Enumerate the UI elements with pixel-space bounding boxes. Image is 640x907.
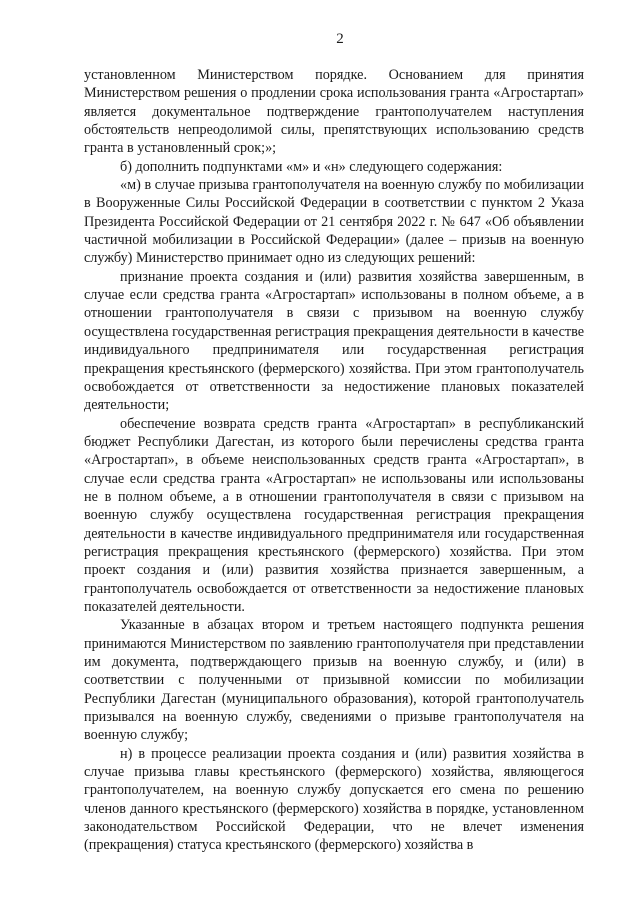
paragraph-7: н) в процессе реализации проекта создания и (или) развития хозяйства в случае призыва главы крестьянского (фермерского) хозяйства, являющегося грантополучателем, на военную службу допускается его смена по решению членов данного крестьянского (фермерского) хозяйства в порядке, установленном законодательством Российской Федерации, что не влечет изменения (прекращения) статуса крестьянского (фермерского) хозяйства в: [84, 745, 584, 854]
document-page: [84, 30, 584, 855]
page-number: 2: [336, 31, 344, 47]
paragraph-3: «м) в случае призыва грантополучателя на военную службу по мобилизации в Вооруженные Силы Российской Федерации в соответствии с пунктом 2 Указа Президента Российской Федерации от 21 сентября 2022 г. № 647 «Об объявлении частичной мобилизации в Российской Федерации» (далее – призыв на военную службу) Министерство принимает одно из следующих решений:: [84, 177, 584, 267]
paragraph-1: установленном Министерством порядке. Основанием для принятия Министерством решения о продлении срока использования гранта «Агростартап» является документальное подтверждение грантополучателем наступления обстоятельств непреодолимой силы, препятствующих использованию средств гранта в установленный срок;»;: [84, 67, 584, 157]
paragraph-5: обеспечение возврата средств гранта «Агростартап» в республиканский бюджет Республики Дагестан, из которого были перечислены средства гранта «Агростартап», в объеме неиспользованных средств гранта «Агростартап», в случае если средства гранта «Агростартап» не использованы или использованы не в полном объеме, а в отношении грантополучателя в связи с призывом на военную службу осуществлена государственная регистрация прекращения деятельности в качестве индивидуального предпринимателя или государственная регистрация прекращения крестьянского (фермерского) хозяйства. При этом проект создания и (или) развития хозяйства признается завершенным, а грантополучатель освобождается от ответственности за недостижение плановых показателей деятельности.: [84, 415, 584, 615]
paragraph-6: Указанные в абзацах втором и третьем настоящего подпункта решения принимаются Министерством по заявлению грантополучателя при представлении им документа, подтверждающего призыв на военную службу, и (или) в соответствии с полученными от призывной комиссии по мобилизации Республики Дагестан (муниципального образования), которой грантополучатель призывался на военную службу, сведениями о призыве грантополучателя на военную службу;: [84, 617, 584, 744]
paragraph-4: признание проекта создания и (или) развития хозяйства завершенным, в случае если средства гранта «Агростартап» использованы в полном объеме, а в отношении грантополучателя в связи с призывом на военную службу осуществлена государственная регистрация прекращения деятельности в качестве индивидуального предпринимателя или государственная регистрация прекращения крестьянского (фермерского) хозяйства. При этом грантополучатель освобождается от ответственности за недостижение плановых показателей деятельности;: [84, 268, 584, 414]
paragraph-2: б) дополнить подпунктами «м» и «н» следующего содержания:: [120, 158, 503, 175]
